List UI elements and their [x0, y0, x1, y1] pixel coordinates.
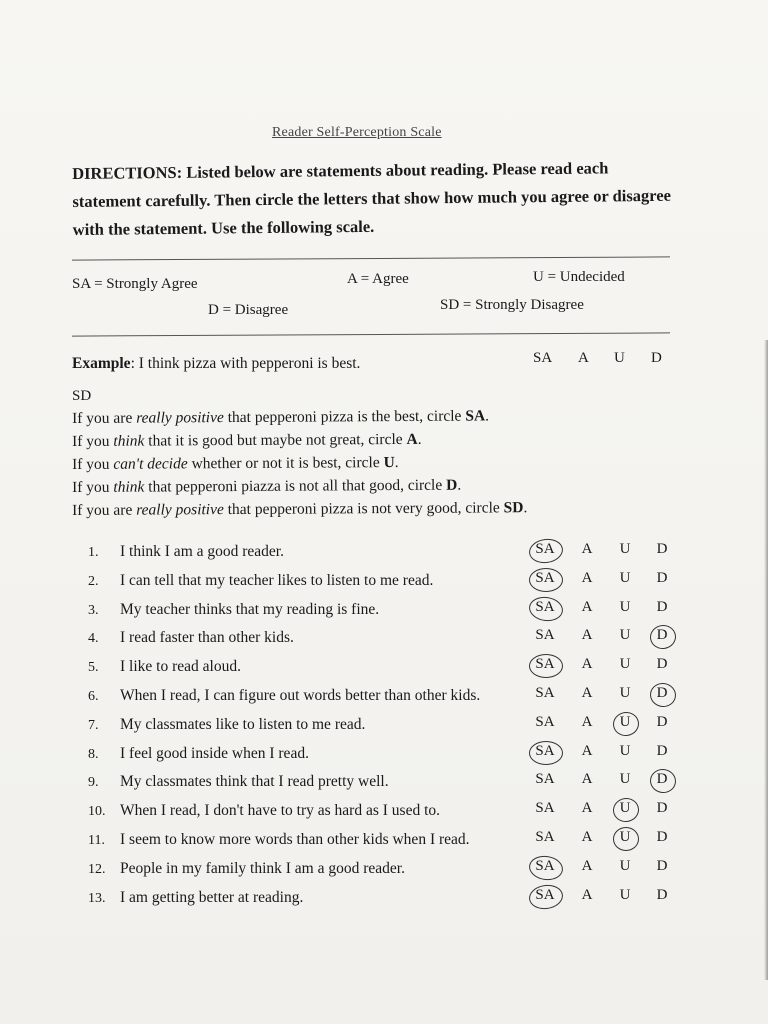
response-option-d[interactable]: D — [656, 685, 668, 701]
example-option-u: U — [614, 350, 625, 366]
response-option-sa[interactable]: SA — [535, 627, 555, 643]
statement-text: My classmates think that I read pretty well. — [120, 773, 389, 790]
response-option-sa[interactable]: SA — [535, 829, 555, 845]
page-edge-shadow — [764, 340, 768, 980]
statement-text: I like to read aloud. — [120, 658, 241, 675]
directions-paragraph — [72, 154, 673, 244]
response-option-a[interactable]: A — [581, 685, 593, 701]
statement-number: 6. — [88, 689, 99, 704]
response-option-a[interactable]: A — [581, 656, 593, 672]
response-option-a[interactable]: A — [581, 887, 593, 903]
response-option-sa[interactable]: SA — [535, 887, 555, 903]
response-option-d[interactable]: D — [656, 714, 668, 730]
response-option-d[interactable]: D — [656, 541, 668, 557]
response-option-sa[interactable]: SA — [535, 800, 555, 816]
response-option-d[interactable]: D — [656, 627, 668, 643]
statement-text: My teacher thinks that my reading is fine. — [120, 601, 380, 618]
response-option-sa[interactable]: SA — [535, 771, 555, 787]
instruction-answer: SD — [503, 499, 524, 517]
response-option-sa[interactable]: SA — [535, 743, 555, 759]
statement-number: 8. — [88, 747, 99, 762]
response-option-a[interactable]: A — [581, 829, 593, 845]
response-option-sa[interactable]: SA — [535, 714, 555, 730]
statement-text: My classmates like to listen to me read. — [120, 716, 366, 733]
statement-item — [88, 860, 405, 878]
instruction-mid: that pepperoni pizza is not very good, circle — [223, 499, 504, 519]
instruction-post: . — [457, 476, 462, 494]
response-option-sa[interactable]: SA — [535, 599, 555, 615]
statement-number: 12. — [88, 862, 106, 877]
instruction-line — [72, 431, 422, 451]
instruction-emphasis: really positive — [136, 501, 224, 519]
instruction-emphasis: really positive — [136, 409, 224, 427]
instruction-line — [72, 477, 461, 497]
statement-number: 5. — [88, 660, 99, 675]
statement-number: 10. — [88, 804, 106, 819]
instruction-pre: If you are — [72, 501, 137, 519]
top-divider — [72, 256, 670, 260]
scale-agree: A = Agree — [347, 271, 409, 287]
statement-text: I feel good inside when I read. — [120, 745, 309, 762]
response-option-d[interactable]: D — [656, 771, 668, 787]
instruction-answer: SA — [465, 407, 486, 425]
statement-number: 11. — [88, 833, 105, 848]
response-option-d[interactable]: D — [656, 599, 668, 615]
response-option-u[interactable]: U — [619, 627, 631, 643]
instruction-mid: that pepperoni pizza is the best, circle — [223, 407, 466, 427]
example-statement — [72, 355, 360, 373]
instruction-post: . — [523, 499, 528, 517]
instruction-post: . — [485, 407, 490, 425]
response-option-u[interactable]: U — [619, 800, 631, 816]
instruction-post: . — [417, 430, 422, 448]
statement-item — [88, 543, 284, 561]
statement-item — [88, 773, 389, 791]
statement-number: 3. — [88, 603, 99, 618]
instruction-line — [72, 407, 489, 428]
instruction-emphasis: think — [113, 478, 145, 496]
response-option-d[interactable]: D — [656, 656, 668, 672]
instruction-mid: whether or not it is best, circle — [187, 454, 384, 473]
response-option-sa[interactable]: SA — [535, 541, 555, 557]
response-option-u[interactable]: U — [619, 656, 631, 672]
response-option-a[interactable]: A — [581, 771, 593, 787]
response-option-u[interactable]: U — [619, 829, 631, 845]
statement-item — [88, 658, 241, 676]
scale-strongly-agree: SA = Strongly Agree — [72, 276, 198, 292]
statement-number: 4. — [88, 631, 99, 646]
example-option-sa: SA — [533, 350, 553, 366]
statement-text: When I read, I don't have to try as hard as I used to. — [120, 802, 441, 819]
response-option-sa[interactable]: SA — [535, 656, 555, 672]
statement-number: 1. — [88, 545, 99, 560]
scale-undecided: U = Undecided — [533, 269, 625, 285]
response-option-u[interactable]: U — [619, 887, 631, 903]
statement-item — [88, 889, 303, 907]
response-option-a[interactable]: A — [581, 714, 593, 730]
instruction-line — [72, 454, 399, 474]
statement-text: I can tell that my teacher likes to listen to me read. — [120, 572, 434, 589]
instruction-mid: that pepperoni piazza is not all that good, circle — [144, 476, 447, 496]
example-option-sd: SD — [72, 388, 92, 404]
response-option-u[interactable]: U — [619, 858, 631, 874]
instruction-emphasis: think — [113, 432, 145, 450]
instruction-pre: If you — [72, 478, 114, 496]
response-option-d[interactable]: D — [656, 858, 668, 874]
statement-number: 9. — [88, 775, 99, 790]
bottom-divider — [72, 332, 670, 336]
response-option-a[interactable]: A — [581, 570, 593, 586]
response-option-d[interactable]: D — [656, 829, 668, 845]
response-option-a[interactable]: A — [581, 743, 593, 759]
statement-item — [88, 745, 309, 763]
instruction-answer: U — [383, 454, 395, 472]
response-option-a[interactable]: A — [581, 599, 593, 615]
response-option-u[interactable]: U — [619, 714, 631, 730]
statement-text: When I read, I can figure out words better than other kids. — [120, 687, 481, 704]
statement-text: People in my family think I am a good reader. — [120, 860, 405, 877]
response-option-d[interactable]: D — [656, 570, 668, 586]
example-label: Example — [72, 355, 131, 372]
statement-item — [88, 802, 440, 820]
instruction-answer: D — [446, 476, 458, 494]
statement-number: 2. — [88, 574, 99, 589]
directions-label: DIRECTIONS: — [72, 162, 183, 183]
response-option-u[interactable]: U — [619, 685, 631, 701]
scale-disagree: D = Disagree — [208, 302, 289, 318]
response-option-sa[interactable]: SA — [535, 685, 555, 701]
instruction-pre: If you are — [72, 409, 137, 427]
statement-number: 7. — [88, 718, 99, 733]
statement-text: I read faster than other kids. — [120, 629, 294, 646]
example-option-a: A — [578, 350, 589, 366]
response-option-d[interactable]: D — [656, 800, 668, 816]
instruction-answer: A — [406, 430, 418, 448]
instruction-post: . — [394, 454, 399, 472]
instruction-mid: that it is good but maybe not great, circle — [144, 430, 407, 450]
response-option-a[interactable]: A — [581, 800, 593, 816]
statement-number: 13. — [88, 891, 106, 906]
example-text: : I think pizza with pepperoni is best. — [130, 355, 361, 372]
statement-text: I seem to know more words than other kids when I read. — [120, 831, 470, 848]
statement-text: I am getting better at reading. — [120, 889, 304, 906]
response-option-u[interactable]: U — [619, 570, 631, 586]
response-option-d[interactable]: D — [656, 887, 668, 903]
response-option-a[interactable]: A — [581, 858, 593, 874]
response-option-a[interactable]: A — [581, 541, 593, 557]
response-option-u[interactable]: U — [619, 599, 631, 615]
statement-text: I think I am a good reader. — [120, 543, 284, 560]
instruction-line — [72, 499, 527, 520]
statement-item — [88, 716, 365, 734]
example-option-d: D — [651, 350, 662, 366]
response-option-a[interactable]: A — [581, 627, 593, 643]
response-option-d[interactable]: D — [656, 743, 668, 759]
statement-item — [88, 572, 433, 590]
directions-text: Listed below are statements about reading. Please read each statement carefully. Then circle the letters that show how much you agree or disagree with the statement. Use the following scale. — [72, 158, 672, 239]
scale-strongly-disagree: SD = Strongly Disagree — [440, 297, 584, 313]
statement-item — [88, 831, 470, 849]
statement-item — [88, 629, 294, 647]
instruction-emphasis: can't decide — [113, 455, 188, 473]
instruction-pre: If you — [72, 455, 114, 473]
page-title: Reader Self-Perception Scale — [272, 125, 442, 140]
response-option-sa[interactable]: SA — [535, 570, 555, 586]
statement-item — [88, 601, 379, 619]
instruction-pre: If you — [72, 432, 114, 450]
response-option-u[interactable]: U — [619, 771, 631, 787]
response-option-sa[interactable]: SA — [535, 858, 555, 874]
statement-item — [88, 687, 480, 705]
response-option-u[interactable]: U — [619, 743, 631, 759]
response-option-u[interactable]: U — [619, 541, 631, 557]
